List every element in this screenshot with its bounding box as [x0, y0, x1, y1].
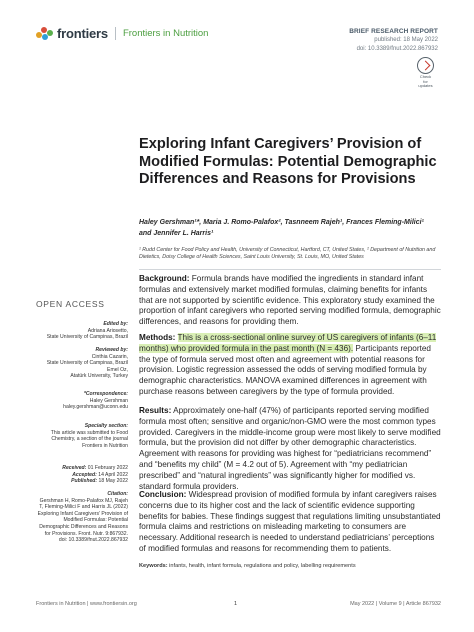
conclusion-text: Widespread provision of modified formula by infant caregivers raises concerns due to its higher cost and the lack of scientific evidence supporting benefits for babies. These findings suggest that regulations limiting unsubstantiated formula claims and restrictions on misleading marketing to consumers are necessary. Additional research is needed to understand pediatricians’ perceptions of modified formulas and reasons for recommending them to patients. — [139, 490, 441, 553]
affiliations: ¹ Rudd Center for Food Policy and Health, University of Connecticut, Hartford, CT, United States, ² Department of Nutrition and Dietetics, Doisy College of Health Sciences, Saint Louis University, St. Louis, MO, United States — [139, 247, 436, 260]
methods-text: Participants reported the type of formula served most often and agreement with potential reasons for provision. Logistic regression assessed the odds of serving modified formula by demographic characteristics. MANOVA examined differences in agreement with purchase reasons between caregivers by the type of formula provided. — [139, 343, 431, 396]
methods-label: Methods: — [139, 333, 176, 342]
conclusion-label: Conclusion: — [139, 490, 187, 499]
updates-icon — [417, 57, 434, 74]
accepted-label: Accepted: — [72, 471, 97, 478]
background-text: Formula brands have modified the ingredients in standard infant formulas and extensively market modified formulas, claiming benefits for infants that are not supported by scientific evidence. This exploratory study examined the proportion of infant caregivers who reported serving modified formula, demographic differences, and reasons for providing them. — [139, 274, 441, 327]
published-label: Published: — [71, 478, 98, 485]
edited-by-block — [36, 321, 128, 341]
abstract-results — [139, 406, 442, 492]
page-footer — [36, 601, 441, 609]
frontiers-logo[interactable] — [36, 26, 208, 41]
abstract-background — [139, 274, 442, 328]
correspondence-email[interactable]: haley.gershman@uconn.edu — [63, 404, 128, 411]
citation-text: Gershman H, Romo-Palafox MJ, Rajeh T, Fleming-Milici F and Harris JL (2022) Exploring Infant Caregivers’ Provision of Modified Formulas: Potential Demographic Differences and Reasons for Provisions. Front. Nutr. 9:867932. doi: 10.3389/fnut.2022.867932 — [37, 497, 128, 544]
results-text: Approximately one-half (47%) of participants reported serving modified formula most often; sensitive and organic/non-GMO were the most common types provided. Caregivers in the middle-income group were most likely to serve modified formula, but the provision did not differ by other demographic characteristics. Agreement with reasons for providing was highest for “pediatricians recommend” and “benefits my child” (M = 4.2 out of 5). Agreement with “my pediatrician prescribed” and “natural ingredients” was significantly higher for modified vs. standard formula providers. — [139, 406, 441, 491]
logo-text: frontiers — [57, 26, 108, 41]
reviewer-1-name[interactable]: Cinthia Cazarin, — [91, 353, 128, 360]
keywords-label: Keywords: — [139, 563, 168, 569]
published-date-side: 18 May 2022 — [98, 478, 128, 485]
edited-label: Edited by: — [103, 321, 128, 327]
background-label: Background: — [139, 274, 190, 283]
specialty-section-block — [36, 423, 128, 449]
accepted-row — [36, 472, 128, 479]
correspondence-block — [36, 391, 128, 411]
footer-volume-info: May 2022 | Volume 9 | Article 867932 — [350, 601, 441, 607]
methods-highlighted-text[interactable]: This is a cross-sectional online survey of US caregivers of infants (6–11 months) who provided formula in the past month (N = 436). — [139, 333, 437, 353]
published-row — [36, 478, 128, 485]
published-date: published: 18 May 2022 — [374, 37, 438, 43]
journal-name[interactable]: Frontiers in Nutrition — [122, 28, 209, 39]
author-list — [139, 218, 441, 239]
accepted-date: 14 April 2022 — [98, 471, 128, 478]
page-number: 1 — [234, 601, 238, 607]
correspondence-label: *Correspondence: — [83, 391, 128, 397]
doi-link[interactable]: doi: 10.3389/fnut.2022.867932 — [356, 46, 438, 52]
reviewer-1-affiliation: State University of Campinas, Brazil — [46, 360, 128, 367]
results-label: Results: — [139, 406, 172, 415]
article-title: Exploring Infant Caregivers’ Provision of Modified Formulas: Potential Demographic Differences and Reasons for Provisions — [139, 136, 437, 188]
frontiers-logo-icon — [36, 27, 54, 41]
updates-label: Check for updates — [418, 74, 433, 88]
footer-journal-link[interactable]: Frontiers in Nutrition | www.frontiersin.org — [36, 601, 137, 607]
citation-label: Citation: — [107, 491, 128, 497]
received-date: 01 February 2022 — [87, 465, 128, 471]
editor-name[interactable]: Adriana Ariosetto, — [87, 327, 128, 334]
abstract-conclusion — [139, 490, 442, 555]
open-access-label: OPEN ACCESS — [36, 299, 105, 309]
dates-block — [36, 465, 128, 485]
authors-line-2[interactable]: and Jennifer L. Harris¹ — [139, 229, 214, 237]
abstract-methods — [139, 333, 442, 398]
editor-affiliation: State University of Campinas, Brazil — [46, 334, 128, 341]
reviewer-2-name[interactable]: Emel Oz, — [107, 366, 128, 373]
report-type: BRIEF RESEARCH REPORT — [349, 28, 438, 35]
keywords-text: infants, health, infant formula, regulations and policy, labelling requirements — [169, 563, 356, 569]
correspondence-name: Haley Gershman — [89, 397, 128, 404]
specialty-text: This article was submitted to Food Chemistry, a section of the journal Frontiers in Nutrition — [50, 429, 128, 449]
logo-divider — [115, 27, 116, 40]
received-label: Received: — [62, 465, 87, 471]
reviewed-label: Reviewed by: — [95, 347, 128, 353]
received-row — [36, 465, 128, 472]
check-for-updates-button[interactable] — [417, 57, 434, 89]
reviewer-2-affiliation: Atatürk University, Turkey — [70, 373, 128, 380]
keywords — [139, 563, 442, 569]
authors-line-1[interactable]: Haley Gershman¹*, Maria J. Romo-Palafox², Tasnneem Rajeh¹, Frances Fleming-Milici¹ — [139, 219, 424, 226]
citation-block — [36, 491, 128, 544]
divider — [139, 269, 441, 270]
reviewed-by-block — [36, 347, 128, 380]
specialty-label: Specialty section: — [84, 423, 128, 429]
report-info — [349, 27, 438, 54]
